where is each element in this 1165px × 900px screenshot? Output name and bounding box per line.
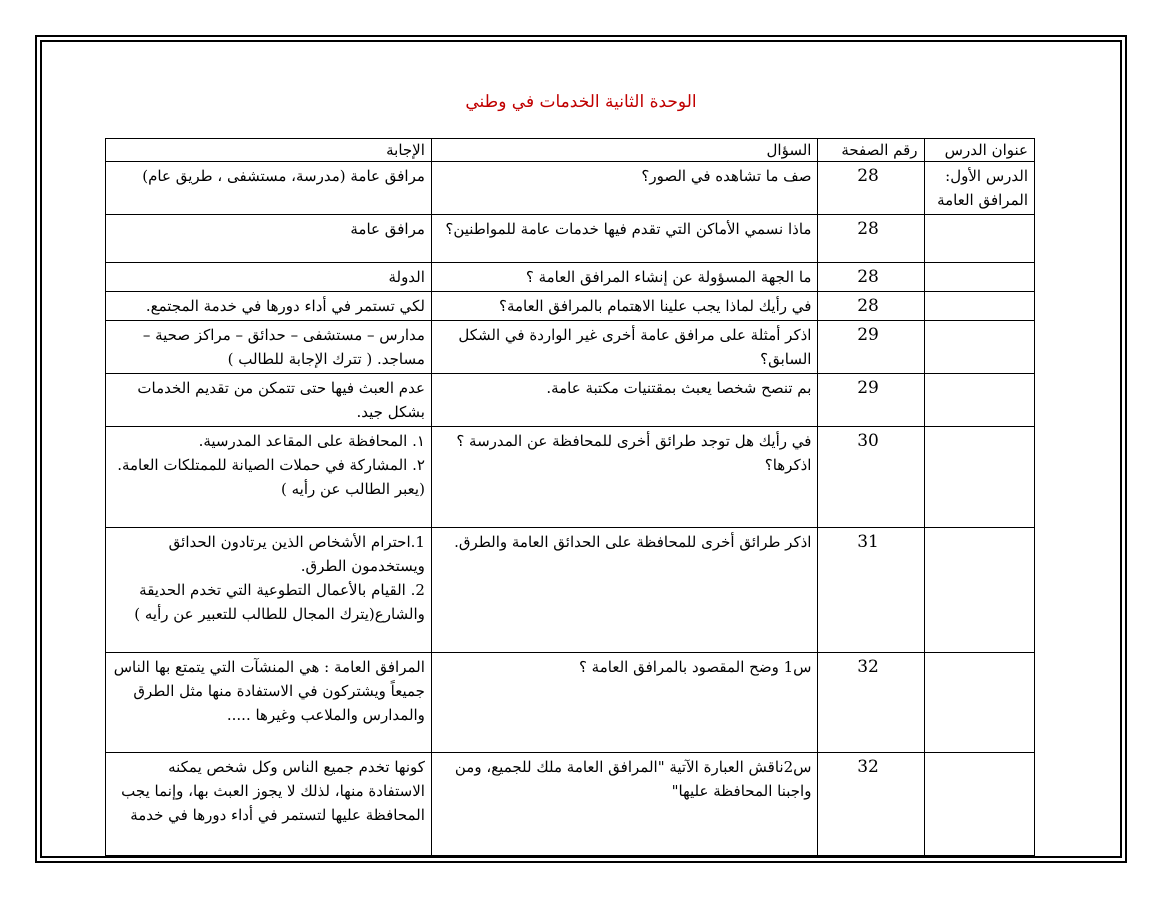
cell-lesson	[924, 653, 1034, 753]
cell-question: بم تنصح شخصا يعبث بمقتنيات مكتبة عامة.	[431, 374, 818, 427]
table-row	[106, 292, 1035, 321]
answer-line: مرافق عامة	[350, 220, 425, 238]
cell-lesson	[924, 427, 1034, 528]
answer-line: 2. القيام بالأعمال التطوعية التي تخدم الحديقة والشارع(يترك المجال للطالب للتعبير عن رأيه )	[134, 581, 425, 623]
answer-line: عدم العبث فيها حتى تتمكن من تقديم الخدمات بشكل جيد.	[137, 379, 425, 421]
cell-question: في رأيك هل توجد طرائق أخرى للمحافظة عن المدرسة ؟ اذكرها؟	[431, 427, 818, 528]
cell-question: صف ما تشاهده في الصور؟	[431, 162, 818, 215]
table-row	[106, 528, 1035, 653]
cell-page: 28	[818, 263, 924, 292]
cell-question: اذكر أمثلة على مرافق عامة أخرى غير الواردة في الشكل السابق؟	[431, 321, 818, 374]
table-row	[106, 753, 1035, 856]
cell-lesson	[924, 321, 1034, 374]
cell-page: 29	[818, 374, 924, 427]
cell-page: 31	[818, 528, 924, 653]
answer-line: 1.احترام الأشخاص الذين يرتادون الحدائق ويستخدمون الطرق.	[168, 533, 425, 575]
cell-answer	[106, 162, 432, 215]
cell-page: 30	[818, 427, 924, 528]
table-row	[106, 263, 1035, 292]
table-row	[106, 653, 1035, 753]
table-row	[106, 374, 1035, 427]
answer-line: ١. المحافظة على المقاعد المدرسية.	[198, 432, 425, 450]
cell-answer	[106, 215, 432, 263]
cell-page: 29	[818, 321, 924, 374]
cell-answer	[106, 753, 432, 856]
answer-line: الدولة	[388, 268, 425, 286]
lesson-table	[105, 138, 1035, 856]
answer-line: (يعبر الطالب عن رأيه )	[281, 480, 425, 498]
cell-lesson	[924, 753, 1034, 856]
cell-answer	[106, 528, 432, 653]
cell-lesson	[924, 374, 1034, 427]
table-row	[106, 215, 1035, 263]
cell-answer	[106, 321, 432, 374]
header-question: السؤال	[431, 139, 818, 162]
answer-line: مرافق عامة (مدرسة، مستشفى ، طريق عام)	[142, 167, 425, 185]
answer-line: لكي تستمر في أداء دورها في خدمة المجتمع.	[145, 297, 425, 315]
header-lesson: عنوان الدرس	[924, 139, 1034, 162]
cell-question: في رأيك لماذا يجب علينا الاهتمام بالمرافق العامة؟	[431, 292, 818, 321]
cell-page: 28	[818, 162, 924, 215]
cell-page: 28	[818, 215, 924, 263]
cell-lesson	[924, 215, 1034, 263]
cell-question: اذكر طرائق أخرى للمحافظة على الحدائق العامة والطرق.	[431, 528, 818, 653]
cell-answer	[106, 427, 432, 528]
cell-lesson	[924, 292, 1034, 321]
table-row	[106, 427, 1035, 528]
cell-page: 32	[818, 753, 924, 856]
header-answer: الإجابة	[106, 139, 432, 162]
cell-lesson: الدرس الأول: المرافق العامة	[924, 162, 1034, 215]
answer-line: ٢. المشاركة في حملات الصيانة للممتلكات العامة.	[117, 456, 425, 474]
answer-line: مدارس – مستشفى – حدائق – مراكز صحية – مساجد. ( تترك الإجابة للطالب )	[142, 326, 425, 368]
cell-question: س2ناقش العبارة الآتية "المرافق العامة ملك للجميع، ومن واجبنا المحافظة عليها"	[431, 753, 818, 856]
cell-page: 32	[818, 653, 924, 753]
cell-answer	[106, 263, 432, 292]
cell-question: ماذا نسمي الأماكن التي تقدم فيها خدمات عامة للمواطنين؟	[431, 215, 818, 263]
cell-page: 28	[818, 292, 924, 321]
table-header-row	[106, 139, 1035, 162]
header-page: رقم الصفحة	[818, 139, 924, 162]
cell-lesson	[924, 263, 1034, 292]
unit-title: الوحدة الثانية الخدمات في وطني	[465, 92, 697, 112]
answer-line: كونها تخدم جميع الناس وكل شخص يمكنه الاستفادة منها، لذلك لا يجوز العبث بها، وإنما يجب المحافظة عليها لتستمر في أداء دورها في خدمة	[121, 758, 425, 824]
cell-answer	[106, 653, 432, 753]
table-row	[106, 162, 1035, 215]
cell-question: ما الجهة المسؤولة عن إنشاء المرافق العامة ؟	[431, 263, 818, 292]
answer-line: المرافق العامة : هي المنشآت التي يتمتع بها الناس جميعاً ويشتركون في الاستفادة منها مثل الطرق والمدارس والملاعب وغيرها .....	[113, 658, 425, 724]
cell-answer	[106, 292, 432, 321]
cell-answer	[106, 374, 432, 427]
cell-lesson	[924, 528, 1034, 653]
cell-question: س1 وضح المقصود بالمرافق العامة ؟	[431, 653, 818, 753]
table-row	[106, 321, 1035, 374]
